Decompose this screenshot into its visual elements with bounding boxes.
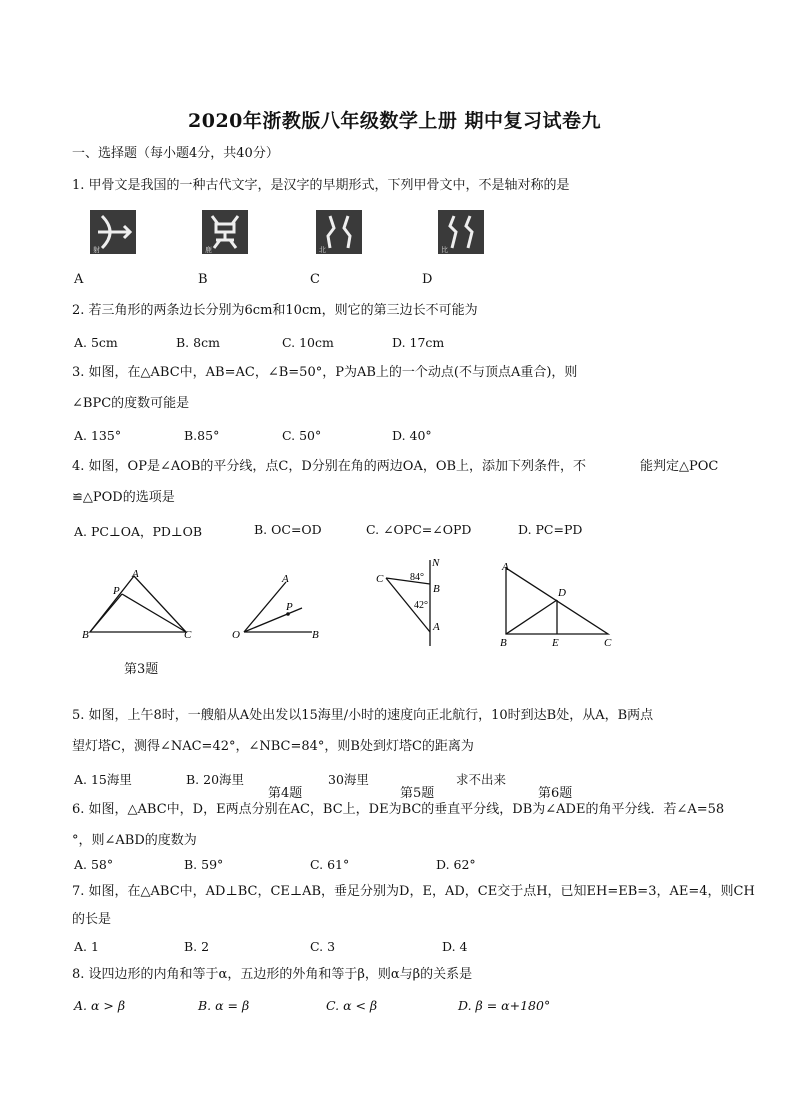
q4-option-a: A. PC⊥OA，PD⊥OB (74, 524, 203, 539)
fig5-label-b: B (433, 583, 440, 595)
fig5-angle-84: 84° (410, 572, 424, 583)
figure-q5-lighthouse (372, 556, 452, 648)
figure-q5-caption: 第5题 (400, 782, 434, 801)
q5-option-d: 求不出来 (456, 772, 507, 787)
q3-stem-line2: ∠BPC的度数可能是 (72, 396, 190, 411)
q4-stem-line1-right: 能判定△POC (640, 459, 719, 474)
q7-option-a: A. 1 (74, 939, 99, 954)
glyph-caption-b: 鹿 (205, 246, 212, 254)
fig4-label-a: A (282, 573, 289, 585)
q3-option-b: B.85° (184, 428, 220, 443)
q6-option-a: A. 58° (74, 857, 114, 872)
q1-option-d: D (422, 272, 433, 287)
q1-option-c: C (310, 272, 320, 287)
q8-stem: 8. 设四边形的内角和等于α，五边形的外角和等于β，则α与β的关系是 (72, 967, 473, 982)
fig6-label-a: A (502, 561, 509, 573)
fig5-label-n: N (432, 557, 440, 569)
q7-option-d: D. 4 (442, 939, 468, 954)
glyph-caption-c: 北 (319, 246, 326, 254)
q8-option-c: C. α < β (326, 998, 378, 1013)
figure-q6-caption: 第6题 (538, 782, 572, 801)
figure-q4-angle (228, 568, 338, 648)
q1-stem: 1. 甲骨文是我国的一种古代文字，是汉字的早期形式，下列甲骨文中，不是轴对称的是 (72, 178, 570, 193)
fig5-angle-42: 42° (414, 600, 428, 611)
q8-option-d: D. β = α+180° (458, 998, 551, 1013)
figure-q4-caption: 第4题 (268, 782, 302, 801)
fig6-label-d: D (558, 587, 566, 599)
fig6-label-c: C (604, 637, 612, 649)
oracle-glyph-b (202, 210, 248, 254)
q8-option-a: A. α > β (74, 998, 126, 1013)
fig4-label-o: O (232, 629, 240, 641)
q5-stem-line2: 望灯塔C，测得∠NAC=42°，∠NBC=84°，则B处到灯塔C的距离为 (72, 739, 474, 754)
q6-option-c: C. 61° (310, 857, 350, 872)
oracle-glyph-d (438, 210, 484, 254)
fig3-label-a: A (132, 568, 139, 580)
fig3-label-b: B (82, 629, 89, 641)
q2-option-c: C. 10cm (282, 335, 334, 350)
fig6-label-e: E (552, 637, 559, 649)
q2-option-a: A. 5cm (74, 335, 118, 350)
q2-option-d: D. 17cm (392, 335, 445, 350)
glyph-caption-a: 射 (93, 246, 100, 254)
figure-q3-triangle (78, 568, 198, 648)
q4-option-d: D. PC=PD (518, 522, 583, 537)
page-title: 2020年浙教版八年级数学上册 期中复习试卷九 (188, 110, 601, 132)
q4-option-b: B. OC=OD (254, 522, 322, 537)
q6-stem-line1: 6. 如图，△ABC中，D，E两点分别在AC，BC上，DE为BC的垂直平分线，DB为∠ADE的角平分线．若∠A=58 (72, 802, 725, 817)
q6-option-b: B. 59° (184, 857, 224, 872)
q3-option-c: C. 50° (282, 428, 322, 443)
q5-option-c: 30海里 (328, 772, 369, 787)
q3-option-d: D. 40° (392, 428, 432, 443)
q7-stem-line1: 7. 如图，在△ABC中，AD⊥BC，CE⊥AB，垂足分别为D，E，AD，CE交于点H，已知EH=EB=3，AE=4，则CH (72, 884, 755, 899)
q6-stem-line2: °，则∠ABD的度数为 (72, 833, 197, 848)
q1-option-b: B (198, 272, 208, 287)
fig3-label-p: P (113, 585, 120, 597)
section-heading: 一、选择题（每小题4分，共40分） (72, 146, 279, 161)
q5-option-b: B. 20海里 (186, 772, 245, 787)
fig5-label-c: C (376, 573, 384, 585)
fig6-label-b: B (500, 637, 507, 649)
q4-stem-line1: 4. 如图，OP是∠AOB的平分线，点C，D分别在角的两边OA，OB上，添加下列条件，不 (72, 459, 587, 474)
q4-option-c: C. ∠OPC=∠OPD (366, 522, 472, 537)
q5-stem-line1: 5. 如图，上午8时，一艘船从A处出发以15海里/小时的速度向正北航行，10时到达B处，从A，B两点 (72, 708, 654, 723)
q5-option-a: A. 15海里 (74, 772, 132, 787)
q4-stem-line2: ≌△POD的选项是 (72, 490, 175, 505)
q7-option-c: C. 3 (310, 939, 336, 954)
figure-q3-caption: 第3题 (124, 662, 159, 677)
fig4-label-b: B (312, 629, 319, 641)
q3-stem-line1: 3. 如图，在△ABC中，AB=AC，∠B=50°，P为AB上的一个动点(不与顶点A重合)，则 (72, 365, 578, 380)
fig3-label-c: C (184, 629, 192, 641)
q8-option-b: B. α = β (198, 998, 250, 1013)
glyph-caption-d: 比 (441, 246, 448, 254)
oracle-glyph-c (316, 210, 362, 254)
q6-option-d: D. 62° (436, 857, 476, 872)
oracle-glyph-a (90, 210, 136, 254)
q7-option-b: B. 2 (184, 939, 210, 954)
q2-stem: 2. 若三角形的两条边长分别为6cm和10cm，则它的第三边长不可能为 (72, 303, 478, 318)
q3-option-a: A. 135° (74, 428, 122, 443)
q7-stem-line2: 的长是 (72, 912, 112, 927)
q1-option-a: A (74, 272, 84, 287)
q2-option-b: B. 8cm (176, 335, 220, 350)
figure-q6-triangle (496, 560, 622, 650)
fig4-label-p: P (286, 601, 293, 613)
fig5-label-a: A (433, 621, 440, 633)
